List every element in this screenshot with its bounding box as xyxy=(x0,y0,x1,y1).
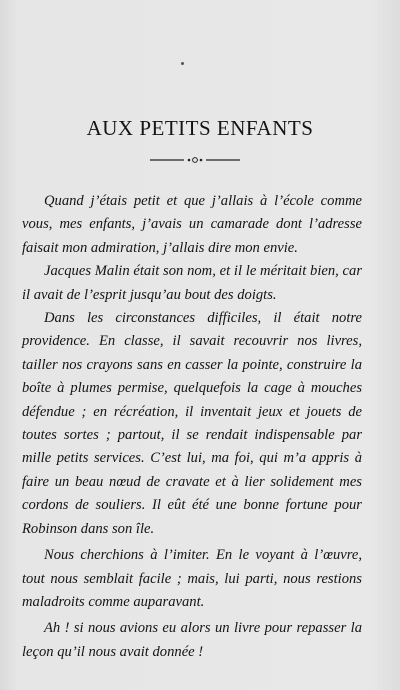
paper-speck xyxy=(181,62,184,65)
paragraph: Ah ! si nous avions eu alors un livre pour repasser la leçon qu’il nous avait donnée ! xyxy=(22,620,362,660)
paragraph: Nous cherchions à l’imiter. En le voyant à l’œuvre, tout nous semblait facile ; mais, lui parti, nous restions maladroits comme auparavant. xyxy=(22,547,362,610)
chapter-title: AUX PETITS ENFANTS xyxy=(86,116,314,140)
paragraph: Jacques Malin était son nom, et il le méritait bien, car il avait de l’esprit jusqu’au bout des doigts. xyxy=(22,263,362,303)
title-ornament xyxy=(150,155,240,165)
body-text xyxy=(22,190,362,664)
paragraph: Quand j’étais petit et que j’allais à l’école comme vous, mes enfants, j’avais un camarade dont l’adresse faisait mon admiration, j’allais dire mon envie. xyxy=(22,193,362,256)
paragraph: Dans les circonstances difficiles, il était notre providence. En classe, il savait recouvrir nos livres, tailler nos crayons sans en casser la pointe, construire la boîte à plumes permise, quelquefois la cage à mouches défendue ; en récréation, il inventait jeux et jouets de toutes sortes ; partout, il se rendait indispensable par mille petits services. C’est lui, ma foi, qui m’a appris à faire un beau nœud de cravate et à lier solidement mes cordons de souliers. Il eût été une bonne fortune pour Robinson dans son île. xyxy=(22,310,362,537)
